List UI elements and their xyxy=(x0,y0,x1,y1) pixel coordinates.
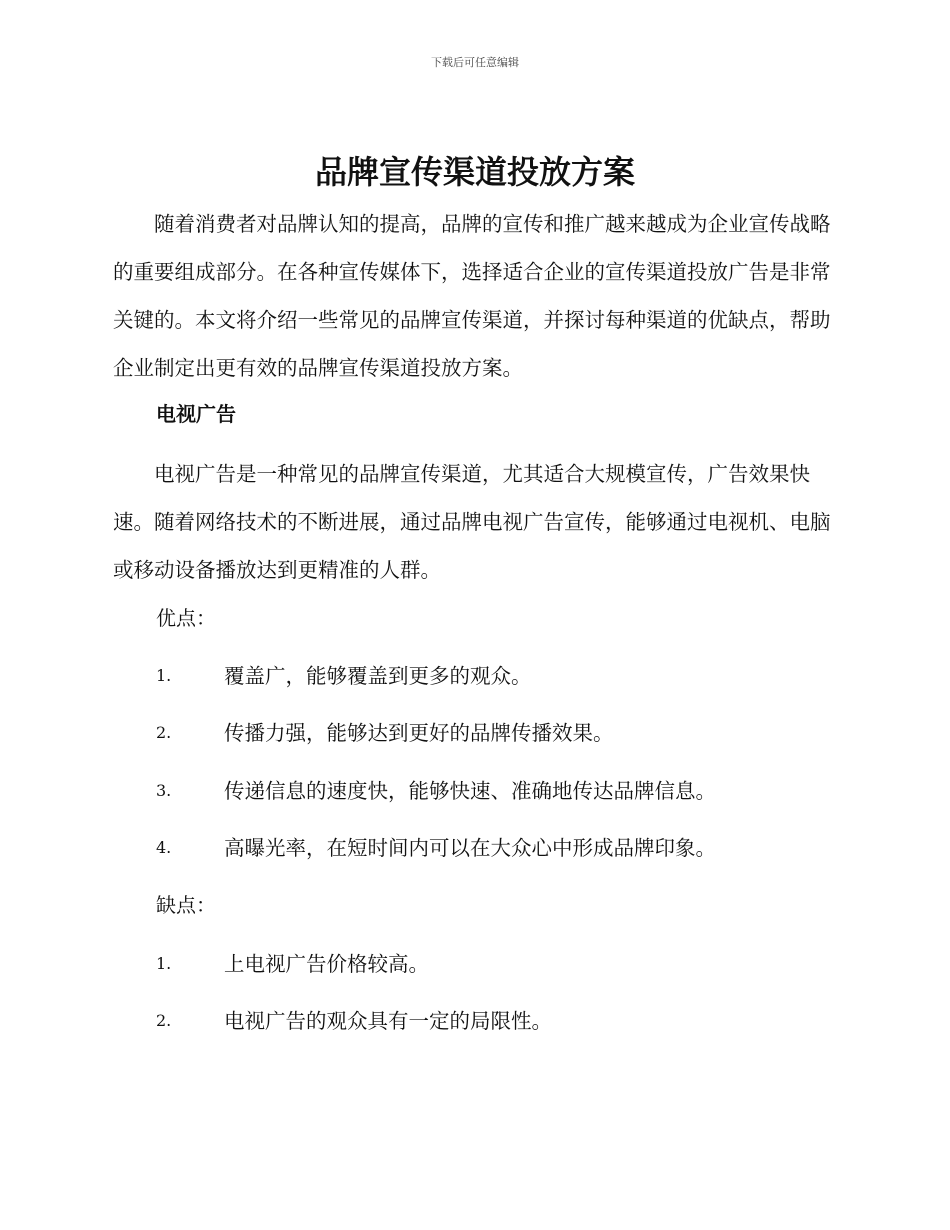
pros-list-item xyxy=(156,709,836,757)
list-number: 4. xyxy=(156,838,172,857)
list-text: 电视广告的观众具有一定的局限性。 xyxy=(224,1009,552,1033)
list-text: 传递信息的速度快，能够快速、准确地传达品牌信息。 xyxy=(224,779,716,803)
list-number: 1. xyxy=(156,954,172,973)
list-number: 1. xyxy=(156,666,172,685)
pros-list-item xyxy=(156,767,836,815)
section-heading-tv-ads: 电视广告 xyxy=(156,402,236,426)
cons-list-item xyxy=(156,997,836,1045)
pros-list-item xyxy=(156,824,836,872)
list-number: 2. xyxy=(156,1011,172,1030)
list-text: 传播力强，能够达到更好的品牌传播效果。 xyxy=(224,721,614,745)
document-title: 品牌宣传渠道投放方案 xyxy=(314,153,635,191)
cons-label: 缺点： xyxy=(156,893,216,917)
list-number: 2. xyxy=(156,723,172,742)
list-text: 上电视广告价格较高。 xyxy=(224,952,429,976)
list-text: 高曝光率，在短时间内可以在大众心中形成品牌印象。 xyxy=(224,836,716,860)
cons-list-item xyxy=(156,940,836,988)
intro-paragraph: 随着消费者对品牌认知的提高，品牌的宣传和推广越来越成为企业宣传战略的重要组成部分。在各种宣传媒体下，选择适合企业的宣传渠道投放广告是非常关键的。本文将介绍一些常见的品牌宣传渠道，并探讨每种渠道的优缺点，帮助企业制定出更有效的品牌宣传渠道投放方案。 xyxy=(113,212,831,380)
pros-list-item xyxy=(156,652,836,700)
list-text: 覆盖广，能够覆盖到更多的观众。 xyxy=(224,664,532,688)
page-header-note: 下载后可任意编辑 xyxy=(431,56,519,69)
tv-ads-paragraph: 电视广告是一种常见的品牌宣传渠道，尤其适合大规模宣传，广告效果快速。随着网络技术的不断进展，通过品牌电视广告宣传，能够通过电视机、电脑或移动设备播放达到更精准的人群。 xyxy=(113,462,831,582)
list-number: 3. xyxy=(156,781,172,800)
pros-label: 优点： xyxy=(156,606,216,630)
